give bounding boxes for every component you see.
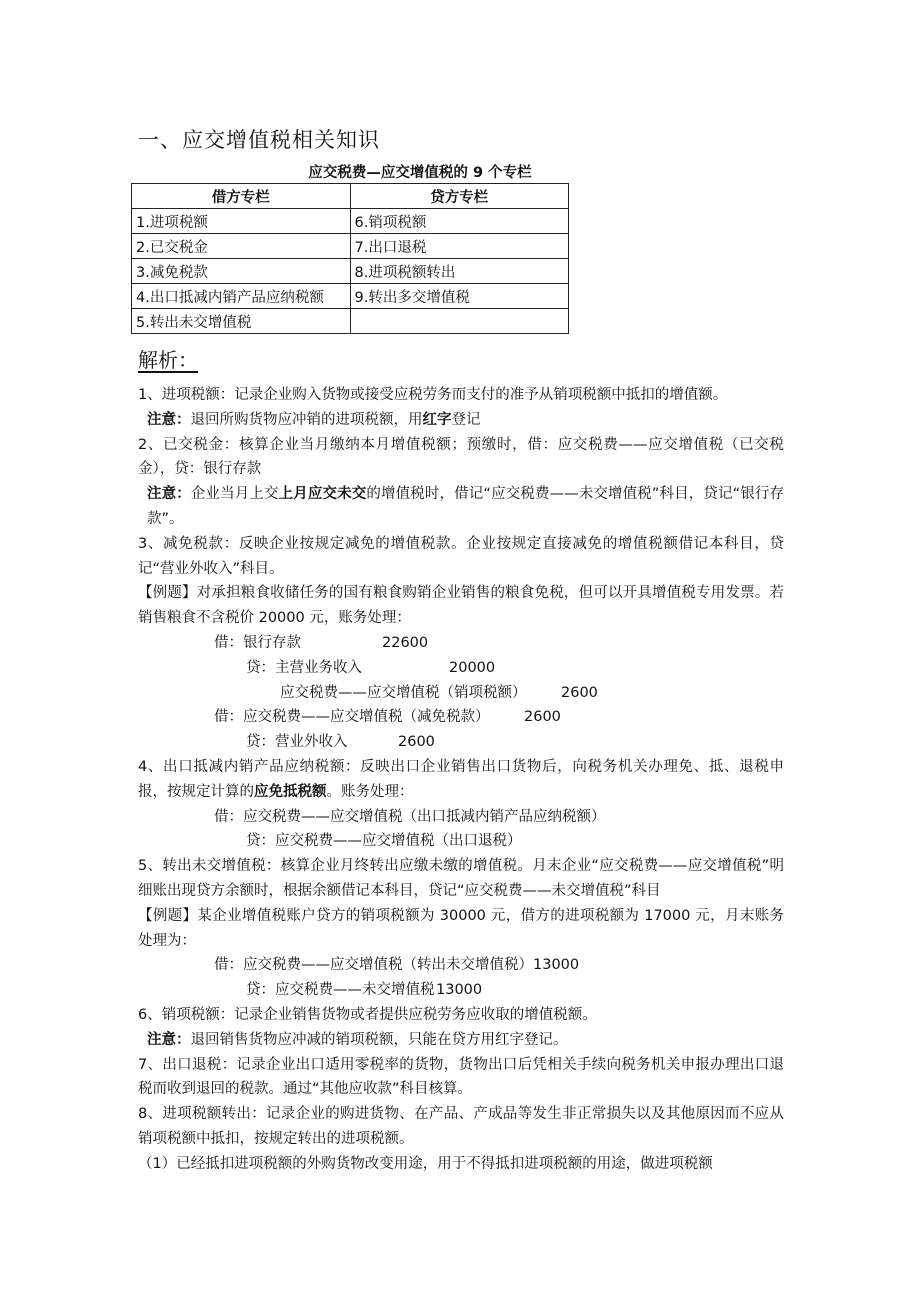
item-8: 8、进项税额转出：记录企业的购进货物、在产品、产成品等发生非正常损失以及其他原因而不应从销项税额中抵扣，按规定转出的进项税额。	[138, 1106, 784, 1147]
entry-account: 应交税费——应交增值税（销项税额）	[280, 684, 527, 701]
entry-line	[138, 631, 784, 656]
note-label: 注意：	[147, 1031, 191, 1048]
table-cell: 9.转出多交增值税	[350, 284, 569, 309]
example-label: 【例题】	[138, 907, 198, 924]
entry-line: 贷：应交税费——应交增值税（出口退税）	[246, 833, 522, 850]
table-cell: 4.出口抵减内销产品应纳税额	[132, 284, 351, 309]
item-text: 4、出口抵减内销产品应纳税额：反映出口企业销售出口货物后，向税务机关办理免、抵、退税申报，按规定计算的	[138, 758, 784, 800]
entry-amount: 20000	[449, 659, 496, 676]
entry-amount: 13000	[436, 982, 483, 999]
entry-line	[138, 656, 784, 681]
table-cell: 2.已交税金	[132, 234, 351, 259]
table-cell: 1.进项税额	[132, 209, 351, 234]
item-3: 3、减免税款：反映企业按规定减免的增值税款。企业按规定直接减免的增值税额借记本科目，贷记“营业外收入”科目。	[138, 535, 784, 577]
header-debit: 借方专栏	[132, 184, 351, 209]
item-4	[138, 755, 784, 805]
example-label: 【例题】	[138, 585, 197, 602]
entry-amount: 2600	[398, 734, 435, 751]
entry-amount: 22600	[382, 634, 429, 651]
entry-line	[138, 730, 784, 755]
entry-account: 贷：应交税费——未交增值税	[246, 982, 435, 999]
table-cell: 6.销项税额	[350, 209, 569, 234]
table-title: 应交税费—应交增值税的 9 个专栏	[308, 165, 532, 181]
table-row	[132, 209, 569, 234]
entry-amount: 2600	[524, 709, 561, 726]
note-text: 企业当月上交	[190, 486, 279, 503]
table-header-row	[132, 184, 569, 209]
analysis-body	[138, 383, 784, 1177]
table-cell	[350, 309, 569, 334]
table-cell: 3.减免税款	[132, 259, 351, 284]
table-row	[132, 284, 569, 309]
note-label: 注意：	[147, 486, 191, 503]
example-text: 对承担粮食收储任务的国有粮食购销企业销售的粮食免税，但可以开具增值税专用发票。若销售粮食不含税价 20000 元，账务处理：	[138, 585, 785, 627]
entry-account: 借：银行存款	[214, 634, 301, 651]
table-row	[132, 309, 569, 334]
table-cell: 5.转出未交增值税	[132, 309, 351, 334]
item-8-sub-1: （1）已经抵扣进项税额的外购货物改变用途，用于不得抵扣进项税额的用途，做进项税额	[138, 1155, 713, 1172]
item-6-note	[138, 1028, 784, 1053]
item-2-note	[138, 482, 784, 532]
note-text: 登记	[451, 411, 481, 428]
note-emphasis: 上月应交未交	[278, 486, 367, 503]
note-label: 注意：	[147, 411, 191, 428]
entry-line	[138, 681, 784, 706]
item-7: 7、出口退税：记录企业出口适用零税率的货物，货物出口后凭相关手续向税务机关申报办理出口退税而收到退回的税款。通过“其他应收款”科目核算。	[138, 1056, 784, 1098]
analysis-title: 解析：	[138, 348, 198, 372]
item-6: 6、销项税额：记录企业销售货物或者提供应税劳务应收取的增值税额。	[138, 1006, 597, 1023]
item-2: 2、已交税金：核算企业当月缴纳本月增值税额；预缴时，借：应交税费——应交增值税（已交税金），贷：银行存款	[138, 436, 784, 478]
entry-line	[138, 705, 784, 730]
example-1	[138, 581, 784, 631]
example-2	[138, 904, 784, 954]
item-1: 1、进项税额：记录企业购入货物或接受应税劳务而支付的准予从销项税额中抵扣的增值额。	[138, 387, 728, 403]
table-row	[132, 234, 569, 259]
entry-line	[138, 978, 784, 1003]
item-1-note	[138, 408, 784, 433]
vat-columns-table	[131, 183, 569, 334]
table-cell: 8.进项税额转出	[350, 259, 569, 284]
section-heading: 一、应交增值税相关知识	[138, 128, 380, 152]
note-text: 退回所购货物应冲销的进项税额，用	[190, 411, 423, 428]
entry-account: 贷：营业外收入	[246, 734, 348, 751]
entry-account: 借：应交税费——应交增值税（减免税款）	[214, 709, 490, 726]
note-emphasis: 红字	[422, 411, 452, 428]
note-text: 的增值税时，借记“应交税费——未交增值税”科目，贷记“银行存款”。	[147, 486, 785, 527]
item-emphasis: 应免抵税额	[254, 783, 327, 800]
note-text: 退回销售货物应冲减的销项税额，只能在贷方用红字登记。	[190, 1031, 568, 1048]
table-cell: 7.出口退税	[350, 234, 569, 259]
entry-amount: 2600	[561, 684, 598, 701]
item-5: 5、转出未交增值税：核算企业月终转出应缴未缴的增值税。月末企业“应交税费——应交增值税”明细账出现贷方余额时，根据余额借记本科目，贷记“应交税费——未交增值税”科目	[138, 858, 784, 899]
table-row	[132, 259, 569, 284]
entry-account: 贷：主营业务收入	[246, 659, 362, 676]
item-text: 。账务处理：	[326, 783, 414, 800]
header-credit: 贷方专栏	[350, 184, 569, 209]
entry-line: 借：应交税费——应交增值税（出口抵减内销产品应纳税额）	[214, 808, 606, 825]
entry-line: 借：应交税费——应交增值税（转出未交增值税）13000	[214, 957, 580, 974]
example-text: 某企业增值税账户贷方的销项税额为 30000 元，借方的进项税额为 17000 元，月末账务处理为：	[138, 907, 785, 949]
